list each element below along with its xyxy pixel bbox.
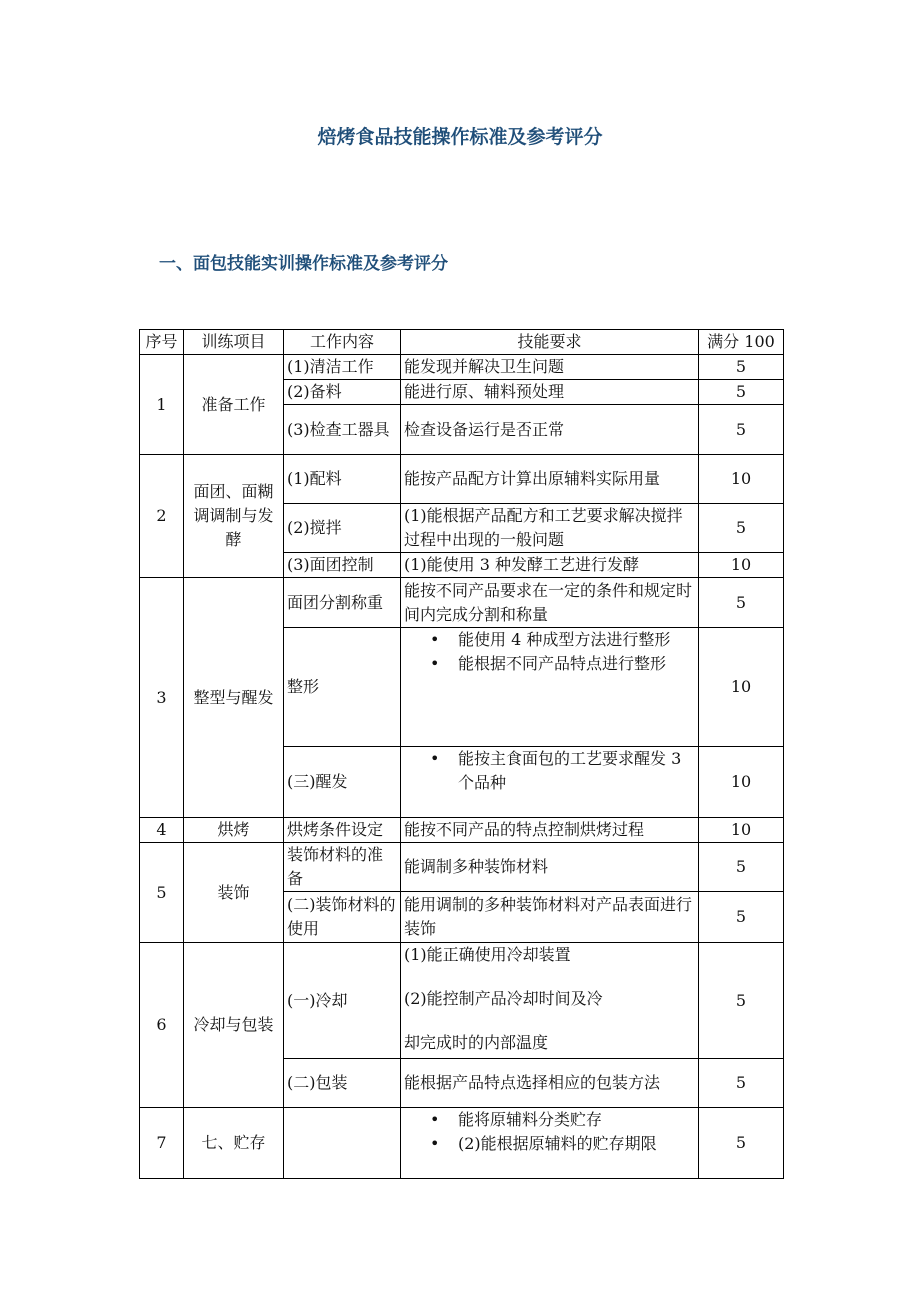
work-content: (一)冷却 bbox=[284, 943, 401, 1059]
training-project: 面团、面糊调调制与发酵 bbox=[184, 455, 284, 578]
work-content: (1)清洁工作 bbox=[284, 355, 401, 380]
item-number: 1 bbox=[140, 355, 184, 455]
skills-table bbox=[139, 329, 784, 1179]
score: 5 bbox=[699, 355, 784, 380]
section-title: 一、面包技能实训操作标准及参考评分 bbox=[159, 254, 448, 274]
item-number: 4 bbox=[140, 818, 184, 843]
training-project: 准备工作 bbox=[184, 355, 284, 455]
requirement-line: 却完成时的内部温度 bbox=[404, 1033, 549, 1052]
training-project: 整型与醒发 bbox=[184, 578, 284, 818]
header-cell: 序号 bbox=[140, 330, 184, 355]
score: 5 bbox=[699, 1059, 784, 1108]
work-content: (1)配料 bbox=[284, 455, 401, 504]
work-content: (3)检查工器具 bbox=[284, 405, 401, 455]
training-project: 冷却与包装 bbox=[184, 943, 284, 1108]
work-content: (二)装饰材料的使用 bbox=[284, 892, 401, 943]
work-content: (3)面团控制 bbox=[284, 553, 401, 578]
score: 5 bbox=[699, 578, 784, 628]
work-content: 装饰材料的准备 bbox=[284, 843, 401, 892]
skill-requirement bbox=[401, 1108, 699, 1179]
work-content: 整形 bbox=[284, 628, 401, 747]
header-cell: 技能要求 bbox=[401, 330, 699, 355]
skill-requirement bbox=[401, 747, 699, 818]
header-cell: 满分 100 bbox=[699, 330, 784, 355]
item-number: 6 bbox=[140, 943, 184, 1108]
bullet-item: • (2)能根据原辅料的贮存期限 bbox=[458, 1132, 695, 1156]
skill-requirement: 能按不同产品要求在一定的条件和规定时间内完成分割和称量 bbox=[401, 578, 699, 628]
bullet-list bbox=[404, 747, 695, 795]
bullet-list bbox=[404, 1108, 695, 1156]
skill-requirement: 能按不同产品的特点控制烘烤过程 bbox=[401, 818, 699, 843]
work-content: 烘烤条件设定 bbox=[284, 818, 401, 843]
score: 5 bbox=[699, 1108, 784, 1179]
requirement-line: (2)能控制产品冷却时间及冷 bbox=[404, 989, 603, 1008]
table-row bbox=[140, 355, 784, 380]
score: 5 bbox=[699, 380, 784, 405]
bullet-item: • 能根据不同产品特点进行整形 bbox=[458, 652, 695, 676]
work-content: (二)包装 bbox=[284, 1059, 401, 1108]
work-content: (2)备料 bbox=[284, 380, 401, 405]
work-content bbox=[284, 1108, 401, 1179]
header-cell: 工作内容 bbox=[284, 330, 401, 355]
skill-requirement bbox=[401, 943, 699, 1059]
work-content: (2)搅拌 bbox=[284, 504, 401, 553]
work-content: 面团分割称重 bbox=[284, 578, 401, 628]
skill-requirement: 能用调制的多种装饰材料对产品表面进行装饰 bbox=[401, 892, 699, 943]
work-content: (三)醒发 bbox=[284, 747, 401, 818]
skill-requirement: 能按产品配方计算出原辅料实际用量 bbox=[401, 455, 699, 504]
skill-requirement: (1)能根据产品配方和工艺要求解决搅拌过程中出现的一般问题 bbox=[401, 504, 699, 553]
skill-requirement: (1)能使用 3 种发酵工艺进行发酵 bbox=[401, 553, 699, 578]
header-row bbox=[140, 330, 784, 355]
score: 5 bbox=[699, 405, 784, 455]
score: 10 bbox=[699, 747, 784, 818]
requirement-line: (1)能正确使用冷却装置 bbox=[404, 945, 571, 964]
score: 10 bbox=[699, 818, 784, 843]
skill-requirement: 能发现并解决卫生问题 bbox=[401, 355, 699, 380]
item-number: 7 bbox=[140, 1108, 184, 1179]
table-row bbox=[140, 578, 784, 628]
score: 5 bbox=[699, 843, 784, 892]
item-number: 5 bbox=[140, 843, 184, 943]
item-number: 3 bbox=[140, 578, 184, 818]
score: 10 bbox=[699, 553, 784, 578]
bullet-item: • 能按主食面包的工艺要求醒发 3 个品种 bbox=[458, 747, 695, 795]
item-number: 2 bbox=[140, 455, 184, 578]
table-row bbox=[140, 843, 784, 892]
bullet-item: • 能将原辅料分类贮存 bbox=[458, 1108, 695, 1132]
table-row bbox=[140, 943, 784, 1059]
training-project: 烘烤 bbox=[184, 818, 284, 843]
skill-requirement: 检查设备运行是否正常 bbox=[401, 405, 699, 455]
training-project: 装饰 bbox=[184, 843, 284, 943]
skill-requirement: 能进行原、辅料预处理 bbox=[401, 380, 699, 405]
score: 10 bbox=[699, 455, 784, 504]
training-project: 七、贮存 bbox=[184, 1108, 284, 1179]
bullet-list bbox=[404, 628, 695, 676]
score: 5 bbox=[699, 504, 784, 553]
skill-requirement bbox=[401, 628, 699, 747]
table-row bbox=[140, 455, 784, 504]
header-cell: 训练项目 bbox=[184, 330, 284, 355]
score: 5 bbox=[699, 943, 784, 1059]
table-row bbox=[140, 1108, 784, 1179]
score: 10 bbox=[699, 628, 784, 747]
score: 5 bbox=[699, 892, 784, 943]
skill-requirement: 能根据产品特点选择相应的包装方法 bbox=[401, 1059, 699, 1108]
skill-requirement: 能调制多种装饰材料 bbox=[401, 843, 699, 892]
document-title: 焙烤食品技能操作标准及参考评分 bbox=[317, 126, 603, 148]
bullet-item: • 能使用 4 种成型方法进行整形 bbox=[458, 628, 695, 652]
table-row bbox=[140, 818, 784, 843]
